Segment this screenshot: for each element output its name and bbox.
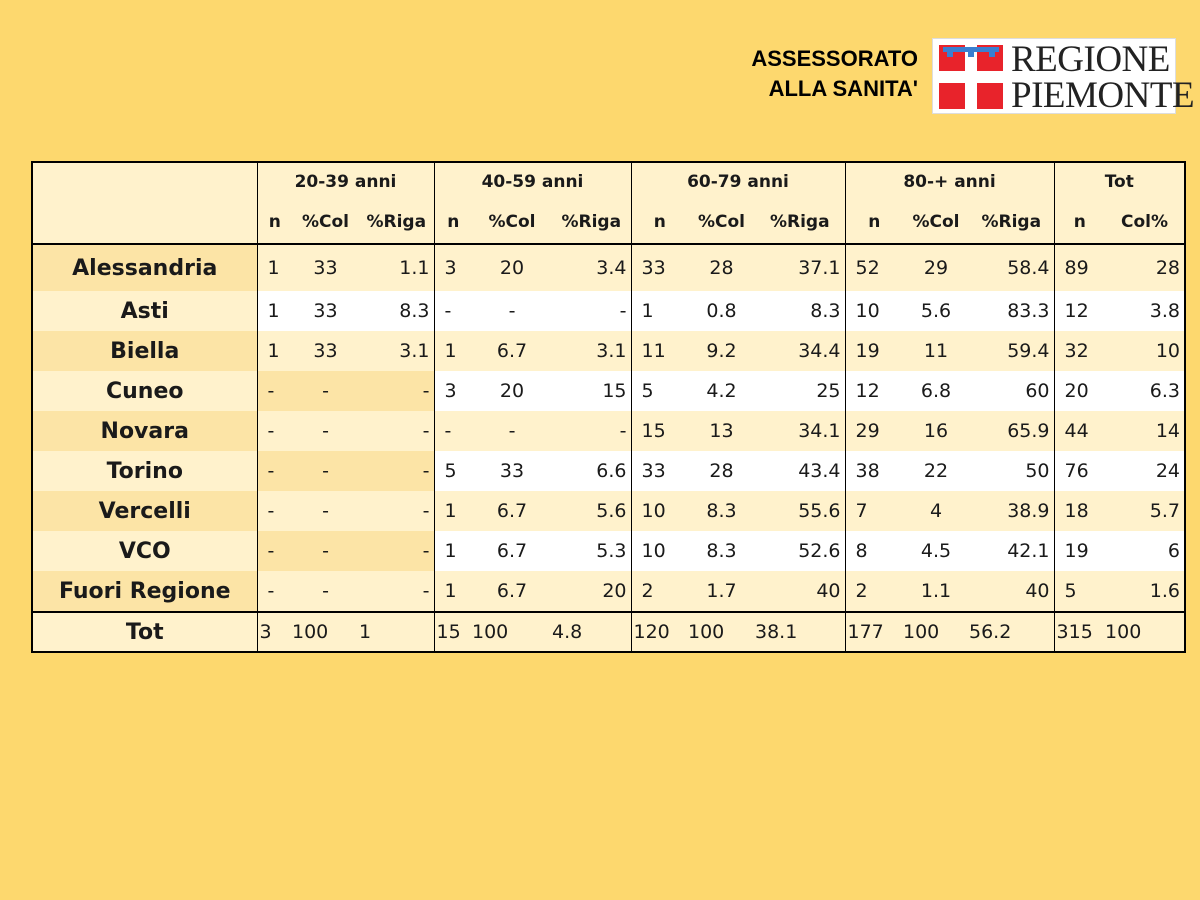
piemonte-flag-icon	[939, 45, 1003, 109]
corner-cell	[32, 201, 257, 244]
table-row	[32, 244, 1185, 291]
table-cell: 20	[472, 371, 552, 411]
table-cell: 5	[1054, 571, 1105, 612]
table-body	[32, 244, 1185, 652]
total-cell: 38.1	[755, 612, 845, 652]
table-cell: 3.1	[552, 331, 631, 371]
table-cell: 3.4	[552, 244, 631, 291]
table-row	[32, 491, 1185, 531]
table-cell: 29	[845, 411, 903, 451]
table-cell: 6.7	[472, 571, 552, 612]
table-cell: 38.9	[969, 491, 1054, 531]
table-cell: 3	[434, 244, 472, 291]
table-cell: 1	[631, 291, 688, 331]
table-cell: 6.3	[1105, 371, 1185, 411]
table-cell: 5.6	[903, 291, 969, 331]
table-cell: 1	[257, 244, 292, 291]
table-cell: 1	[434, 491, 472, 531]
table-cell: 5.6	[552, 491, 631, 531]
table-cell: -	[472, 411, 552, 451]
table-cell: 52.6	[755, 531, 845, 571]
row-label: Alessandria	[32, 244, 257, 291]
table-cell: 19	[1054, 531, 1105, 571]
group-header: 80-+ anni	[845, 162, 1054, 201]
table-cell: 1	[434, 571, 472, 612]
table-cell: 1.7	[688, 571, 755, 612]
table-cell: 52	[845, 244, 903, 291]
total-cell: 315	[1054, 612, 1105, 652]
table-cell: -	[292, 451, 359, 491]
table-cell: 3	[434, 371, 472, 411]
table-cell: 6.6	[552, 451, 631, 491]
row-label: Vercelli	[32, 491, 257, 531]
table-cell: -	[359, 451, 434, 491]
table-cell: 1	[434, 331, 472, 371]
table-cell: 14	[1105, 411, 1185, 451]
total-label: Tot	[32, 612, 257, 652]
table-cell: 29	[903, 244, 969, 291]
table-cell: 25	[755, 371, 845, 411]
table-cell: -	[359, 531, 434, 571]
total-row	[32, 612, 1185, 652]
table-cell: -	[359, 571, 434, 612]
table-cell: -	[472, 291, 552, 331]
table-cell: 8.3	[688, 491, 755, 531]
table-cell: 33	[472, 451, 552, 491]
table-cell: 32	[1054, 331, 1105, 371]
table-cell: 11	[631, 331, 688, 371]
table-cell: 5	[434, 451, 472, 491]
table-cell: 55.6	[755, 491, 845, 531]
total-cell: 4.8	[552, 612, 631, 652]
table-cell: 1	[257, 331, 292, 371]
table-cell: 18	[1054, 491, 1105, 531]
table-cell: 5	[631, 371, 688, 411]
total-cell: 100	[472, 612, 552, 652]
table-cell: 4	[903, 491, 969, 531]
total-cell: 100	[1105, 612, 1185, 652]
table-cell: 11	[903, 331, 969, 371]
table-cell: 24	[1105, 451, 1185, 491]
regione-piemonte-logo	[932, 38, 1195, 116]
table-cell: 20	[552, 571, 631, 612]
assessorato-heading	[751, 44, 918, 104]
column-header: n	[1054, 201, 1105, 244]
table-subheader	[32, 201, 1185, 244]
table-cell: 8.3	[688, 531, 755, 571]
table-cell: -	[292, 571, 359, 612]
table-cell: 15	[552, 371, 631, 411]
table-cell: 10	[631, 491, 688, 531]
table-cell: -	[257, 531, 292, 571]
table-cell: -	[434, 291, 472, 331]
table-cell: 89	[1054, 244, 1105, 291]
table-cell: 44	[1054, 411, 1105, 451]
table-cell: 10	[845, 291, 903, 331]
table-cell: 4.2	[688, 371, 755, 411]
table-cell: 1.1	[359, 244, 434, 291]
table-cell: 43.4	[755, 451, 845, 491]
column-header: %Col	[688, 201, 755, 244]
table-cell: 2	[845, 571, 903, 612]
table-cell: 19	[845, 331, 903, 371]
table-cell: -	[359, 371, 434, 411]
table-cell: 1.6	[1105, 571, 1185, 612]
table-cell: 2	[631, 571, 688, 612]
table-cell: 28	[1105, 244, 1185, 291]
table-cell: 1	[434, 531, 472, 571]
row-label: Cuneo	[32, 371, 257, 411]
table-cell: 10	[1105, 331, 1185, 371]
row-label: Novara	[32, 411, 257, 451]
table-cell: 20	[1054, 371, 1105, 411]
table-cell: 28	[688, 451, 755, 491]
table-cell: -	[257, 571, 292, 612]
table-cell: 13	[688, 411, 755, 451]
group-header: 60-79 anni	[631, 162, 845, 201]
heading-line-1: ASSESSORATO	[751, 46, 918, 71]
column-header: %Riga	[552, 201, 631, 244]
column-header: %Riga	[359, 201, 434, 244]
table-cell: 40	[969, 571, 1054, 612]
total-cell: 100	[292, 612, 359, 652]
table-cell: -	[359, 411, 434, 451]
table-cell: 65.9	[969, 411, 1054, 451]
column-header: n	[845, 201, 903, 244]
table-cell: 33	[631, 451, 688, 491]
table-cell: 1.1	[903, 571, 969, 612]
column-header: %Col	[292, 201, 359, 244]
table-cell: -	[257, 411, 292, 451]
table-cell: 83.3	[969, 291, 1054, 331]
table-row	[32, 531, 1185, 571]
age-region-table	[31, 161, 1186, 653]
table-cell: 6.7	[472, 531, 552, 571]
row-label: Torino	[32, 451, 257, 491]
row-label: Fuori Regione	[32, 571, 257, 612]
table-cell: 3.1	[359, 331, 434, 371]
table-cell: 12	[845, 371, 903, 411]
table-cell: 3.8	[1105, 291, 1185, 331]
table-cell: -	[292, 531, 359, 571]
table-cell: 58.4	[969, 244, 1054, 291]
row-label: Asti	[32, 291, 257, 331]
table-row	[32, 291, 1185, 331]
logo-wordmark: REGIONE PIEMONTE	[1011, 39, 1195, 116]
column-header: %Riga	[755, 201, 845, 244]
table-cell: 10	[631, 531, 688, 571]
table-cell: 0.8	[688, 291, 755, 331]
table-cell: -	[292, 371, 359, 411]
table-cell: -	[257, 451, 292, 491]
row-label: VCO	[32, 531, 257, 571]
group-header: Tot	[1054, 162, 1185, 201]
table-cell: 37.1	[755, 244, 845, 291]
table-cell: 15	[631, 411, 688, 451]
column-header: n	[434, 201, 472, 244]
table-cell: 33	[631, 244, 688, 291]
table-cell: -	[359, 491, 434, 531]
total-cell: 100	[688, 612, 755, 652]
total-cell: 3	[257, 612, 292, 652]
table-row	[32, 411, 1185, 451]
table-cell: 5.7	[1105, 491, 1185, 531]
column-header: n	[257, 201, 292, 244]
table-cell: 22	[903, 451, 969, 491]
table-cell: 6.7	[472, 491, 552, 531]
table-cell: 33	[292, 244, 359, 291]
table-cell: -	[434, 411, 472, 451]
corner-cell	[32, 162, 257, 201]
table-cell: 20	[472, 244, 552, 291]
table-row	[32, 331, 1185, 371]
table-cell: 8.3	[755, 291, 845, 331]
table-cell: 6.8	[903, 371, 969, 411]
table-cell: -	[292, 411, 359, 451]
column-header: %Col	[903, 201, 969, 244]
total-cell: 15	[434, 612, 472, 652]
table-cell: 40	[755, 571, 845, 612]
table-cell: 59.4	[969, 331, 1054, 371]
total-cell: 56.2	[969, 612, 1054, 652]
table-cell: 34.1	[755, 411, 845, 451]
table-cell: 33	[292, 331, 359, 371]
table-cell: -	[257, 491, 292, 531]
table-cell: 38	[845, 451, 903, 491]
table-cell: 16	[903, 411, 969, 451]
group-header: 20-39 anni	[257, 162, 434, 201]
table-cell: 7	[845, 491, 903, 531]
table-cell: 8	[845, 531, 903, 571]
group-header: 40-59 anni	[434, 162, 631, 201]
row-label: Biella	[32, 331, 257, 371]
total-cell: 1	[359, 612, 434, 652]
table-row	[32, 451, 1185, 491]
table-cell: -	[552, 291, 631, 331]
table-cell: 12	[1054, 291, 1105, 331]
column-header: %Col	[472, 201, 552, 244]
column-header: n	[631, 201, 688, 244]
table-cell: 50	[969, 451, 1054, 491]
table-cell: 6	[1105, 531, 1185, 571]
table-group-header	[32, 162, 1185, 201]
table-cell: -	[292, 491, 359, 531]
table-cell: -	[257, 371, 292, 411]
table-cell: 33	[292, 291, 359, 331]
table-row	[32, 371, 1185, 411]
table-cell: 1	[257, 291, 292, 331]
table-cell: 60	[969, 371, 1054, 411]
column-header: Col%	[1105, 201, 1185, 244]
table-cell: 5.3	[552, 531, 631, 571]
table-row	[32, 571, 1185, 612]
column-header: %Riga	[969, 201, 1054, 244]
table-cell: 9.2	[688, 331, 755, 371]
table-cell: 28	[688, 244, 755, 291]
table-cell: 6.7	[472, 331, 552, 371]
total-cell: 120	[631, 612, 688, 652]
table-cell: -	[552, 411, 631, 451]
heading-line-2: ALLA SANITA'	[768, 76, 918, 101]
table-cell: 8.3	[359, 291, 434, 331]
table-cell: 76	[1054, 451, 1105, 491]
table-cell: 34.4	[755, 331, 845, 371]
total-cell: 100	[903, 612, 969, 652]
total-cell: 177	[845, 612, 903, 652]
table-cell: 4.5	[903, 531, 969, 571]
table-cell: 42.1	[969, 531, 1054, 571]
